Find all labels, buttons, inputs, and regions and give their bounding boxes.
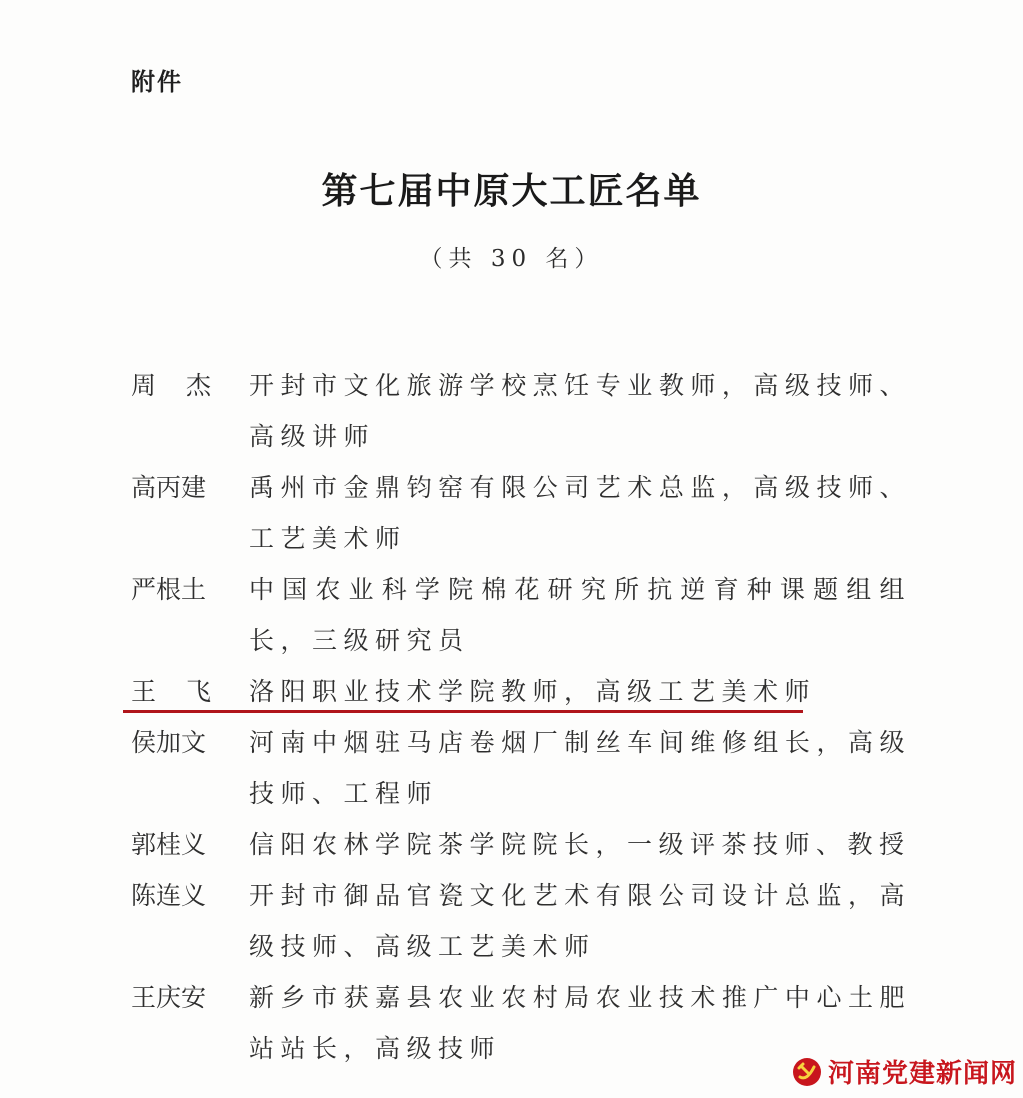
entry-description: 禹州市金鼎钧窑有限公司艺术总监，高级技师、工艺美术师 (249, 473, 911, 553)
count-note: （共 30 名） (419, 246, 604, 272)
entry-description: 河南中烟驻马店卷烟厂制丝车间维修组长，高级技师、工程师 (249, 728, 911, 808)
entry-description: 开封市御品官瓷文化艺术有限公司设计总监，高级技师、高级工艺美术师 (249, 881, 911, 961)
entry-description: 洛阳职业技术学院教师，高级工艺美术师 (249, 677, 817, 706)
watermark-logo (792, 1053, 1017, 1090)
entry-name: 王庆安 (131, 983, 207, 1012)
list-item (131, 564, 911, 666)
entry-description: 新乡市获嘉县农业农村局农业技术推广中心土肥站站长，高级技师 (249, 983, 911, 1063)
document-title: 第七届中原大工匠名单 (321, 170, 702, 212)
entry-description: 开封市文化旅游学校烹饪专业教师，高级技师、高级讲师 (249, 371, 911, 451)
list-item (131, 870, 911, 972)
entry-description: 中国农业科学院棉花研究所抗逆育种课题组组长，三级研究员 (249, 575, 911, 655)
list-item (131, 462, 911, 564)
party-emblem-icon (792, 1057, 822, 1087)
attachment-label: 附件 (131, 68, 183, 96)
entry-name: 侯加文 (131, 728, 207, 757)
list-item (131, 819, 911, 870)
highlight-underline (123, 710, 803, 713)
entry-name: 严根土 (131, 575, 207, 604)
entry-description: 信阳农林学院茶学院院长，一级评茶技师、教授 (249, 830, 911, 859)
entry-name: 陈连义 (131, 881, 207, 910)
entry-name: 周 杰 (131, 371, 212, 400)
entry-name: 高丙建 (131, 473, 207, 502)
list-item (131, 717, 911, 819)
craftsman-list (131, 360, 911, 1074)
list-item (131, 360, 911, 462)
entry-name: 王 飞 (131, 677, 212, 706)
watermark-text: 河南党建新闻网 (827, 1059, 1017, 1089)
entry-name: 郭桂义 (131, 830, 207, 859)
